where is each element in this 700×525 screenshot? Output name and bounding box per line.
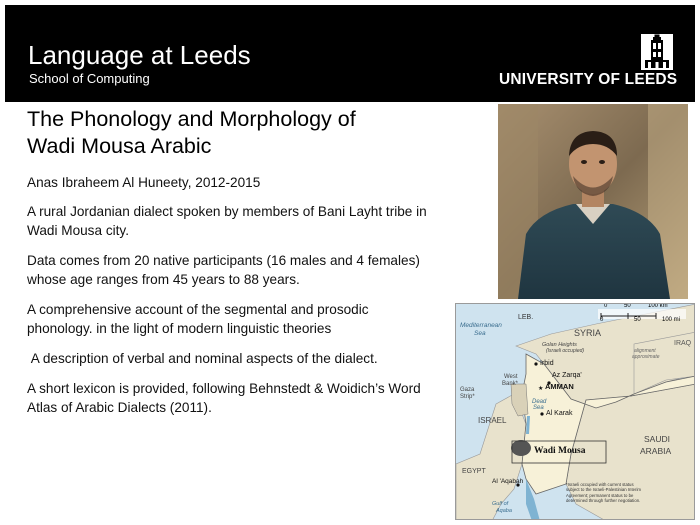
map-footnote bbox=[566, 482, 641, 504]
label-bank: Bank* bbox=[502, 381, 519, 387]
list-item: Data comes from 20 native participants (16 males and 4 females) whose age ranges from 45 years to 88 years. bbox=[27, 253, 420, 287]
scale-top-50: 50 bbox=[624, 303, 631, 309]
label-israel: ISRAEL bbox=[478, 416, 507, 425]
label-aqaba: Aqaba bbox=[496, 508, 512, 514]
scale-top-100: 100 km bbox=[648, 303, 668, 309]
brand-subtitle: School of Computing bbox=[29, 71, 150, 86]
label-golan-status: (Israeli occupied) bbox=[546, 348, 585, 354]
label-approximate: approximate bbox=[632, 354, 660, 360]
label-egypt: EGYPT bbox=[462, 468, 486, 475]
label-dead: Dead bbox=[532, 399, 547, 405]
university-crest-icon bbox=[641, 34, 673, 70]
university-name: UNIVERSITY OF LEEDS bbox=[499, 71, 678, 88]
jordan-map bbox=[455, 303, 695, 520]
scale-bottom-50: 50 bbox=[634, 317, 641, 323]
label-lebanon: LEB. bbox=[518, 314, 534, 321]
author-line: Anas Ibraheem Al Huneety, 2012-2015 bbox=[27, 175, 261, 190]
scale-top-0: 0 bbox=[604, 303, 608, 309]
label-irbid: Irbid bbox=[540, 360, 554, 367]
slide-title-line-2: Wadi Mousa Arabic bbox=[27, 134, 212, 158]
map-footnote-line: *Israeli occupied with current status bbox=[566, 482, 634, 487]
label-gulf-of: Gulf of bbox=[492, 501, 509, 507]
list-item: A rural Jordanian dialect spoken by members of Bani Layht tribe in Wadi Mousa city. bbox=[27, 204, 427, 238]
slide-title-line-1: The Phonology and Morphology of bbox=[27, 107, 356, 131]
label-dead-sea: Sea bbox=[533, 405, 544, 411]
label-zarqa: Az Zarqa' bbox=[552, 372, 582, 379]
label-saudi: SAUDI bbox=[644, 434, 670, 444]
scale-bottom-0: 0 bbox=[600, 317, 604, 323]
label-gaza: Gaza bbox=[460, 387, 475, 393]
brand-title: Language at Leeds bbox=[28, 40, 251, 70]
map-footnote-line: Agreement; permanent status to be bbox=[566, 492, 634, 498]
label-syria: SYRIA bbox=[574, 328, 602, 338]
author-photo bbox=[498, 104, 688, 299]
label-golan: Golan Heights bbox=[542, 342, 577, 348]
content-list bbox=[27, 173, 432, 428]
slide-header bbox=[5, 5, 695, 102]
label-med-sea: Sea bbox=[474, 330, 486, 337]
label-mediterranean: Mediterranean bbox=[460, 322, 502, 329]
label-alignment: alignment bbox=[634, 348, 656, 354]
list-item: A short lexicon is provided, following Behnstedt & Woidich’s Word Atlas of Arabic Dialects (2011). bbox=[27, 381, 421, 415]
slide-title bbox=[27, 106, 427, 160]
label-iraq: IRAQ bbox=[674, 340, 692, 347]
label-karak: Al Karak bbox=[546, 410, 573, 417]
label-amman: AMMAN bbox=[545, 382, 574, 391]
list-item: A comprehensive account of the segmental and prosodic phonology. in the light of modern linguistic theories bbox=[27, 302, 369, 336]
list-item: A description of verbal and nominal aspects of the dialect. bbox=[27, 351, 378, 366]
label-strip: Strip* bbox=[460, 394, 475, 400]
label-wadi-mousa: Wadi Mousa bbox=[534, 446, 586, 456]
slide-frame bbox=[5, 5, 695, 520]
map-footnote-line: determined through further negotiation. bbox=[566, 498, 641, 504]
label-west: West bbox=[504, 374, 518, 380]
label-arabia: ARABIA bbox=[640, 446, 672, 456]
scale-bottom-100: 100 mi bbox=[662, 317, 681, 323]
svg-text:★: ★ bbox=[538, 386, 544, 392]
map-footnote-line: subject to the Israeli-Palestinian Interim bbox=[566, 487, 641, 493]
label-aqabah: Al 'Aqabah bbox=[492, 478, 524, 485]
